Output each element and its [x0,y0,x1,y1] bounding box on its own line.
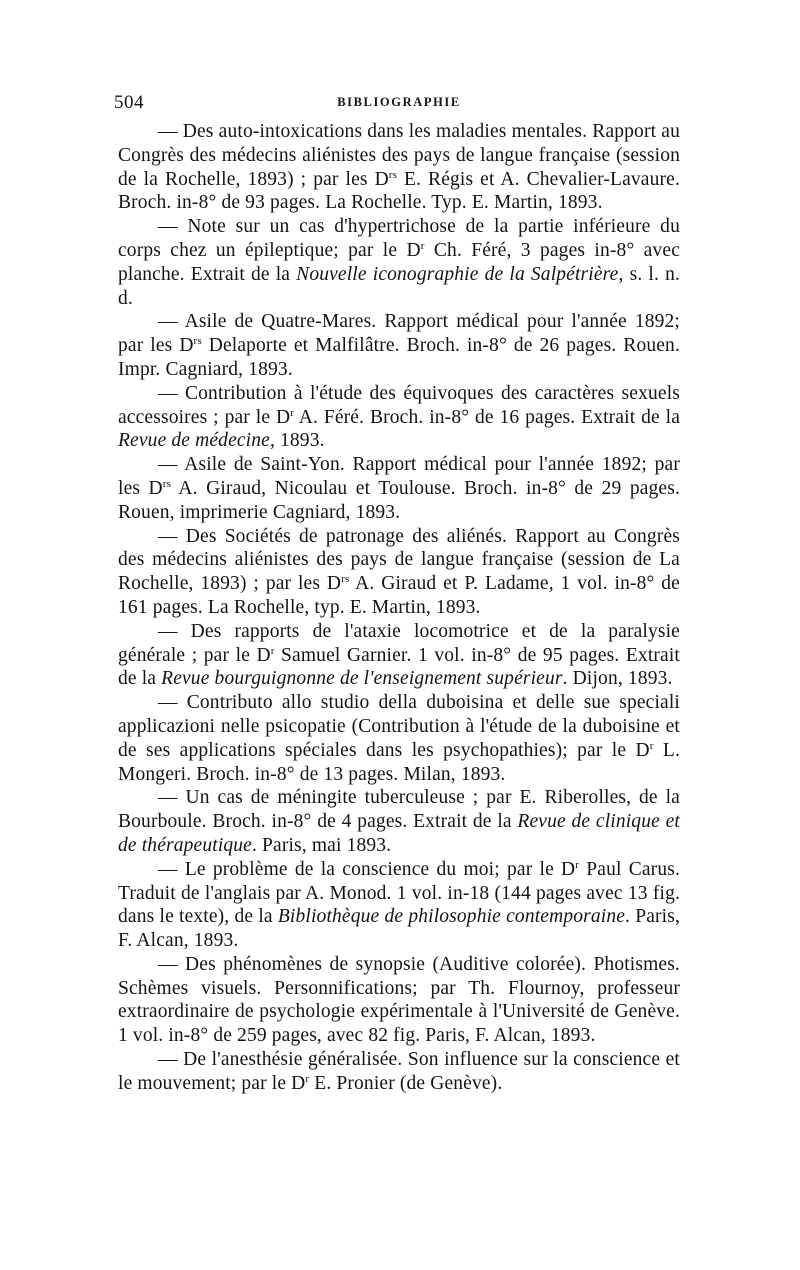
entry-text: E. Régis et A. Chevalier-Lavaure. Broch. in-8° de 93 pages. La Rochelle. Typ. E. Martin, 1893. [118,168,680,214]
bibliography-entry [118,786,680,857]
entry-text: — Contribution à l'étude des équivoques des caractères sexuels accessoires ; par le D [118,382,680,428]
entry-text: — De l'anesthésie généralisée. Son influence sur la conscience et le mouvement; par le D [118,1049,680,1094]
book-page [114,92,680,1096]
entry-superscript: rs [388,168,398,181]
entry-superscript: rs [162,477,172,490]
bibliography-entry [118,620,680,691]
entry-text: . Paris, mai 1893. [252,834,392,856]
running-head: BIBLIOGRAPHIE [337,95,461,109]
bibliography-entry [118,382,680,453]
entry-title-italic: Revue de clinique et de thérapeutique [118,811,680,856]
entry-superscript: r [290,406,295,419]
entry-text: . Dijon, 1893. [562,668,673,690]
entry-text: — Asile de Saint-Yon. Rapport médical pour l'année 1892; par les D [118,454,680,499]
entry-text: — Des rapports de l'ataxie locomotrice et de la paralysie générale ; par le D [118,620,680,666]
entry-text: E. Pronier (de Genève). [309,1072,503,1094]
page-number: 504 [114,92,144,113]
bibliography-entry [118,858,680,953]
bibliography-entry [118,215,680,310]
entry-text: — Le problème de la conscience du moi; par le D [158,858,576,880]
entry-text: — Note sur un cas d'hypertrichose de la partie inférieure du corps chez un épileptique; par le D [118,216,680,261]
entry-text: — Des auto-intoxications dans les maladies mentales. Rapport au Congrès des médecins aliénistes des pays de langue française (session de la Rochelle, 1893) ; par les D [118,121,680,190]
entry-text: Ch. Féré, 3 pages in-8° avec planche. Extrait de la [118,239,680,285]
entry-text: Samuel Garnier. 1 vol. in-8° de 95 pages. Extrait de la [118,644,680,690]
entry-text: A. Giraud, Nicoulau et Toulouse. Broch. in-8° de 29 pages. Rouen, imprimerie Cagniard, 1893. [118,477,680,523]
entry-superscript: r [420,239,425,252]
entry-text: — Des Sociétés de patronage des aliénés. Rapport au Congrès des médecins aliénistes des pays de langue française (session de La Rochelle, 1893) ; par les D [118,525,680,595]
entry-text: — Asile de Quatre-Mares. Rapport médical pour l'année 1892; par les D [118,311,680,357]
entry-title-italic: Nouvelle iconographie de la Salpétrière [296,263,619,285]
bibliography-entry [118,691,680,786]
entry-superscript: r [649,739,654,752]
entry-text: , s. l. n. d. [118,263,680,309]
entry-text: Paul Carus. Traduit de l'anglais par A. Monod. 1 vol. in-18 (144 pages avec 13 fig. dans le texte), de la [118,858,680,928]
entry-title-italic: Revue bourguignonne de l'enseignement supérieur [161,668,563,690]
entry-superscript: r [270,644,275,657]
bibliography-entry [118,453,680,524]
entry-text: — Un cas de méningite tuberculeuse ; par E. Riberolles, de la Bourboule. Broch. in-8° de 4 pages. Extrait de la [118,787,680,833]
bibliography-entries [118,120,680,1096]
entry-text: Delaporte et Malfilâtre. Broch. in-8° de 26 pages. Rouen. Impr. Cagniard, 1893. [118,335,680,380]
entry-text: , 1893. [269,430,325,452]
entry-text: — Des phénomènes de synopsie (Auditive colorée). Photismes. Schèmes visuels. Personnifications; par Th. Flournoy, professeur extraordinaire de psychologie expérimentale à l'Université de Genève. 1 vol. in-8° de 259 pages, avec 82 fig. Paris, F. Alcan, 1893. [118,953,680,1047]
entry-text: A. Giraud et P. Ladame, 1 vol. in-8° de 161 pages. La Rochelle, typ. E. Martin, 1893. [118,573,680,618]
entry-text: — Contributo allo studio della duboisina et delle sue speciali applicazioni nelle psicopatie (Contribution à l'étude de la duboisine et de ses applications spéciales dans les psychopathies); par le D [118,692,680,761]
entry-text: A. Féré. Broch. in-8° de 16 pages. Extrait de la [294,406,680,428]
entry-text: L. Mongeri. Broch. in-8° de 13 pages. Milan, 1893. [118,739,680,785]
entry-superscript: r [575,858,580,871]
bibliography-entry [118,120,680,215]
bibliography-entry [118,525,680,620]
bibliography-entry [118,1048,680,1096]
entry-superscript: r [305,1072,310,1085]
page-header [114,92,680,118]
entry-superscript: rs [193,335,202,348]
entry-title-italic: Bibliothèque de philosophie contemporaine [277,906,626,928]
bibliography-entry [118,310,680,381]
entry-title-italic: Revue de médecine [118,430,270,452]
entry-superscript: rs [341,573,350,586]
entry-text: . Paris, F. Alcan, 1893. [118,906,680,952]
bibliography-entry [118,953,680,1048]
